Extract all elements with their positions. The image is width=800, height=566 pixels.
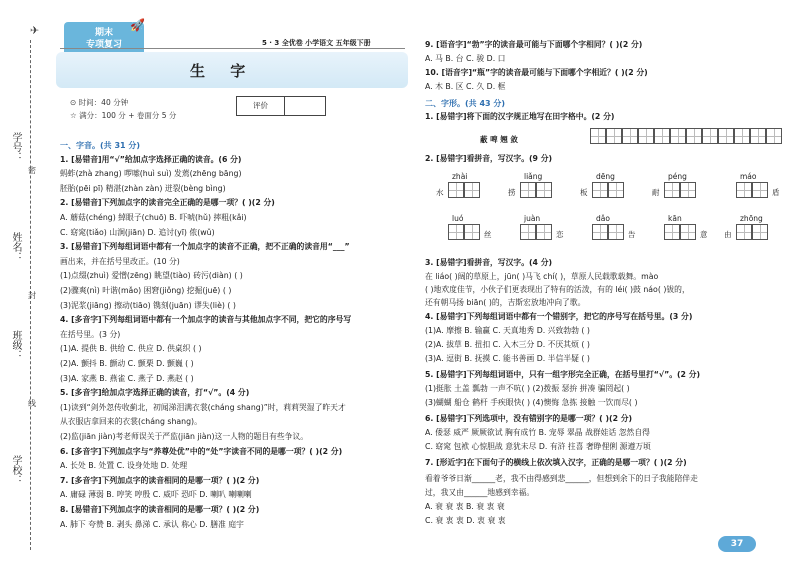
writing-cell[interactable] xyxy=(736,182,752,198)
answer-line: A. 马 B. 台 C. 骏 D. 口 xyxy=(425,54,506,63)
answer-grid[interactable] xyxy=(448,182,480,198)
copy-characters: 蔽 啤 翘 敛 xyxy=(480,135,518,144)
writing-cell[interactable] xyxy=(608,224,624,240)
question-text: 9. [语音字]“勃”字的读音最可能与下面哪个字相同？( )(2 分) xyxy=(425,40,643,49)
answer-line: (1)A. 摩擦 B. 输赢 C. 天真地秀 D. 兴致勃勃 ( ) xyxy=(425,326,590,335)
number-label: 学号： xyxy=(10,132,21,162)
word-suffix: 丝 xyxy=(484,230,492,239)
question-text: 7. [形近字]在下面句子的横线上依次填入汉字，正确的是哪一项？( )(2 分) xyxy=(425,458,687,467)
writing-cell[interactable] xyxy=(664,224,680,240)
answer-line: (1)点缀(zhuì) 爱憎(zēng) 眺望(tiào) 砖污(diàn) ( ) xyxy=(60,271,243,281)
school-label: 学校： xyxy=(10,455,21,485)
answer-grid[interactable] xyxy=(520,182,552,198)
question-text: 2. [易错音]下列加点字的读音完全正确的是哪一项？( )(2 分) xyxy=(60,198,275,208)
word-prefix: 由 xyxy=(724,230,732,239)
word-prefix: 板 xyxy=(580,188,588,197)
binding-strip xyxy=(0,0,52,566)
score-info: ☆ 满分：100 分 + 卷面分 5 分 xyxy=(70,111,177,120)
word-suffix: 告 xyxy=(628,230,636,239)
answer-line: (2)监(jiān jiàn)考老师误关于严监(jiān jiàn)这一人物的题目有些争议。 xyxy=(60,432,309,441)
writing-cell[interactable] xyxy=(680,224,696,240)
writing-cell[interactable] xyxy=(670,128,686,144)
xian-mark: 线 xyxy=(28,399,36,408)
answer-grid[interactable] xyxy=(592,224,624,240)
question-text: 1. [易错音]用“√”给加点字选择正确的读音。(6 分) xyxy=(60,154,242,164)
writing-cell[interactable] xyxy=(752,224,768,240)
answer-line: A. 长处 B. 处置 C. 设身处地 D. 处理 xyxy=(60,461,188,471)
evaluation-box[interactable] xyxy=(236,96,326,116)
answer-line: A. 庸碌 薄弱 B. 哼笑 哼殷 C. 威吓 恐吓 D. 喇叭 喇喇喇 xyxy=(60,490,252,500)
pinyin-label: luó xyxy=(452,214,464,223)
question-text: 4. [多音字]下列每组词语中都有一个加点字的读音与其他加点字不同，把它的序号写 xyxy=(60,315,352,325)
writing-cell[interactable] xyxy=(734,128,750,144)
answer-line: 在括号里。(3 分) xyxy=(60,329,121,339)
answer-line: 过，我又由______地感到幸福。 xyxy=(425,488,535,497)
answer-line: A. 蘑菇(chéng) 綽眼子(chuō) B. 吓唬(hǔ) 摔粗(kǎi) xyxy=(60,213,247,222)
badge-line2: 专项复习 xyxy=(85,40,122,50)
answer-grid[interactable] xyxy=(520,224,552,240)
answer-grid[interactable] xyxy=(664,182,696,198)
pinyin-label: máo xyxy=(740,172,757,181)
pinyin-label: liǎng xyxy=(524,172,543,181)
answer-line: (1)读到“剑外忽传收蓟北，初闻涕泪满衣裳(cháng shang)”时，莉莉哭湿了昨天才 xyxy=(60,402,346,412)
answer-line: (1)挺胀 土盖 瓢勃 一声不吭( ) (2)拨振 瑟拚 拼凑 骗罔起( ) xyxy=(425,384,630,393)
writing-cell[interactable] xyxy=(606,128,622,144)
question-text: 7. [多音字]下列加点字的读音相同的是哪一项？( )(2 分) xyxy=(60,475,260,485)
answer-grid[interactable] xyxy=(736,224,768,240)
seal-mark: 密 xyxy=(28,166,36,175)
writing-cell[interactable] xyxy=(736,224,752,240)
rocket-icon: ✈ xyxy=(30,24,40,37)
answer-line: 胚胎(pēi pī) 精湛(zhàn zàn) 迸裂(bèng bìng) xyxy=(60,183,226,193)
answer-grid[interactable] xyxy=(664,224,696,240)
word-suffix: 恋 xyxy=(556,230,564,239)
question-text: 2. [易错字]看拼音，写汉字。(9 分) xyxy=(425,154,553,163)
feng-mark: 封 xyxy=(28,291,36,300)
answer-line: (3)蝴蝴 船仓 鹤杆 手疾眼快( ) (4)懊悔 急拣 接触 一饮而尽( ) xyxy=(425,398,638,407)
answer-line: (1)A. 提供 B. 供给 C. 供应 D. 供桌织 ( ) xyxy=(60,344,202,354)
answer-line: C. 窈窕 包袱 心惊胆战 意犹未尽 D. 有浒 拄喜 奢睁俚俐 源遵万顷 xyxy=(425,442,651,451)
answer-line: C. 衰 衷 衷 D. 衷 衰 衷 xyxy=(425,516,506,525)
answer-line: 看着爷爷日渐______老，我不由得感到悲______，但想到余下的日子我能陪伴走 xyxy=(425,474,698,483)
answer-line: 蚂蚱(zhà zhang) 啰嗦(huì suì) 发蔫(zhēng bāng) xyxy=(60,169,242,179)
word-suffix: 意 xyxy=(700,230,708,239)
writing-cell[interactable] xyxy=(608,182,624,198)
answer-line: (2)A. 拔草 B. 扭扣 C. 入木三分 D. 不厌其烦 ( ) xyxy=(425,340,590,349)
writing-cell[interactable] xyxy=(464,224,480,240)
writing-cell[interactable] xyxy=(448,224,464,240)
writing-cell[interactable] xyxy=(590,128,606,144)
question-text: 5. [易错字]下列每组词语中，只有一组字形完全正确，在括号里打“√”。(2 分) xyxy=(425,370,701,379)
writing-cell[interactable] xyxy=(664,182,680,198)
answer-grid[interactable] xyxy=(736,182,768,198)
question-text: 3. [易错音]下列每组词语中都有一个加点字的读音不正确，把不正确的读音用“___” xyxy=(60,242,350,252)
header-rule xyxy=(60,48,405,49)
pinyin-label: péng xyxy=(668,172,687,181)
question-text: 4. [易错字]下列每组词语中都有一个错别字，把它的序号写在括号里。(3 分) xyxy=(425,312,693,321)
section-heading: 二、字形。(共 43 分) xyxy=(425,99,506,108)
rocket-badge-icon: 🚀 xyxy=(130,18,145,32)
answer-line: A. 倭瑟 威严 厥厥欲试 胸有成竹 B. 宠辱 翠晶 战群娃话 忽然自得 xyxy=(425,428,650,437)
answer-line: (3)A. 家燕 B. 燕雀 C. 燕子 D. 燕赵 ( ) xyxy=(60,373,194,383)
pinyin-label: dǎo xyxy=(596,214,610,223)
question-text: 3. [易错字]看拼音，写汉字。(4 分) xyxy=(425,258,553,267)
writing-cell[interactable] xyxy=(686,128,702,144)
answer-line: (2)骤爽(nì) 叶谐(mǎo) 困窘(jiǒng) 挖掘(juē) ( ) xyxy=(60,286,232,295)
writing-cell[interactable] xyxy=(592,224,608,240)
question-text: 5. [多音字]给加点字选择正确的读音，打“√”。(4 分) xyxy=(60,388,250,398)
class-label: 班级： xyxy=(10,330,21,360)
pinyin-label: dēng xyxy=(596,172,615,181)
answer-grid[interactable] xyxy=(448,224,480,240)
writing-cell[interactable] xyxy=(680,182,696,198)
time-info: ⊙ 时间：40 分钟 xyxy=(70,98,129,107)
section-heading: 一、字音。(共 31 分) xyxy=(60,141,141,150)
word-prefix: 水 xyxy=(436,188,444,197)
word-prefix: 捞 xyxy=(508,188,516,197)
writing-cell[interactable] xyxy=(536,224,552,240)
writing-cell[interactable] xyxy=(638,128,654,144)
question-text: 1. [易错字]将下面的汉字规正地写在田字格中。(2 分) xyxy=(425,112,615,121)
pinyin-label: zhài xyxy=(452,172,468,181)
answer-grid[interactable] xyxy=(592,182,624,198)
answer-line: 还有朝马扬 biān( )的，吉斯宏放地冲向了歌。 xyxy=(425,298,586,307)
writing-cell[interactable] xyxy=(592,182,608,198)
writing-cell[interactable] xyxy=(654,128,670,144)
pinyin-label: kān xyxy=(668,214,682,223)
answer-line: A. 衰 衰 衷 B. 衰 衷 衰 xyxy=(425,502,505,511)
copy-grid[interactable] xyxy=(590,128,782,144)
series-label: 5 · 3 全优卷 小学语文 五年级下册 xyxy=(262,39,371,47)
writing-cell[interactable] xyxy=(536,182,552,198)
answer-line: (2)A. 颤抖 B. 颤动 C. 颤栗 D. 颤巍 ( ) xyxy=(60,359,194,368)
word-prefix: 耐 xyxy=(652,188,660,197)
answer-line: ( )地欢度佳节，小伙子们更表现出了特有的活泼，有的 léi( )鼓 náo( )钹的， xyxy=(425,285,690,294)
writing-cell[interactable] xyxy=(464,182,480,198)
answer-line: 在 liáo( )阔的草原上，jūn( )马飞 chí( )，草原人民载歌载舞。mào xyxy=(425,272,659,281)
writing-cell[interactable] xyxy=(520,224,536,240)
pinyin-label: zhōng xyxy=(740,214,763,223)
name-label: 姓名： xyxy=(10,232,21,262)
badge-line1: 期末 xyxy=(94,28,113,38)
writing-cell[interactable] xyxy=(752,182,768,198)
question-text: 6. [易错字]下列选项中，没有错别字的是哪一项？( )(2 分) xyxy=(425,414,633,423)
answer-line: (3)泥浆(jiāng) 擦动(tiāo) 镌刻(juān) 谬失(liè) ( ) xyxy=(60,300,236,310)
question-text: 8. [易错音]下列加点字的读音相同的是哪一项？( )(2 分) xyxy=(60,505,260,514)
answer-line: (3)A. 逗街 B. 抚摸 C. 能书善画 D. 半信半疑 ( ) xyxy=(425,354,590,363)
word-suffix: 盾 xyxy=(772,188,780,197)
answer-line: C. 窈窕(tiǎo) 山涧(jiān) D. 追讨(yī) 侬(wǔ) xyxy=(60,227,215,237)
answer-line: A. 木 B. 区 C. 久 D. 框 xyxy=(425,82,506,91)
writing-cell[interactable] xyxy=(448,182,464,198)
pinyin-label: juàn xyxy=(524,214,541,223)
page-title: 生 字 xyxy=(190,62,256,80)
writing-cell[interactable] xyxy=(520,182,536,198)
page-number: 37 xyxy=(718,536,756,552)
answer-line: A. 肺下 夸赞 B. 剥头 鼻涕 C. 承认 称心 D. 膳准 庭宇 xyxy=(60,519,244,529)
writing-cell[interactable] xyxy=(702,128,718,144)
answer-line: 从衣服店拿回来的衣裳(cháng shang)。 xyxy=(60,417,202,427)
answer-line: 画出来，并在括号里改正。(10 分) xyxy=(60,256,180,266)
evaluation-label: 评价 xyxy=(237,97,285,115)
writing-cell[interactable] xyxy=(766,128,782,144)
writing-cell[interactable] xyxy=(622,128,638,144)
question-text: 10. [语音字]“瓶”字的读音最可能与下面哪个字相近？( )(2 分) xyxy=(425,68,648,77)
question-text: 6. [多音字]下列加点字与“养尊处优”中的“处”字读音不同的是哪一项？( )(2 分) xyxy=(60,446,343,456)
writing-cell[interactable] xyxy=(750,128,766,144)
writing-cell[interactable] xyxy=(718,128,734,144)
